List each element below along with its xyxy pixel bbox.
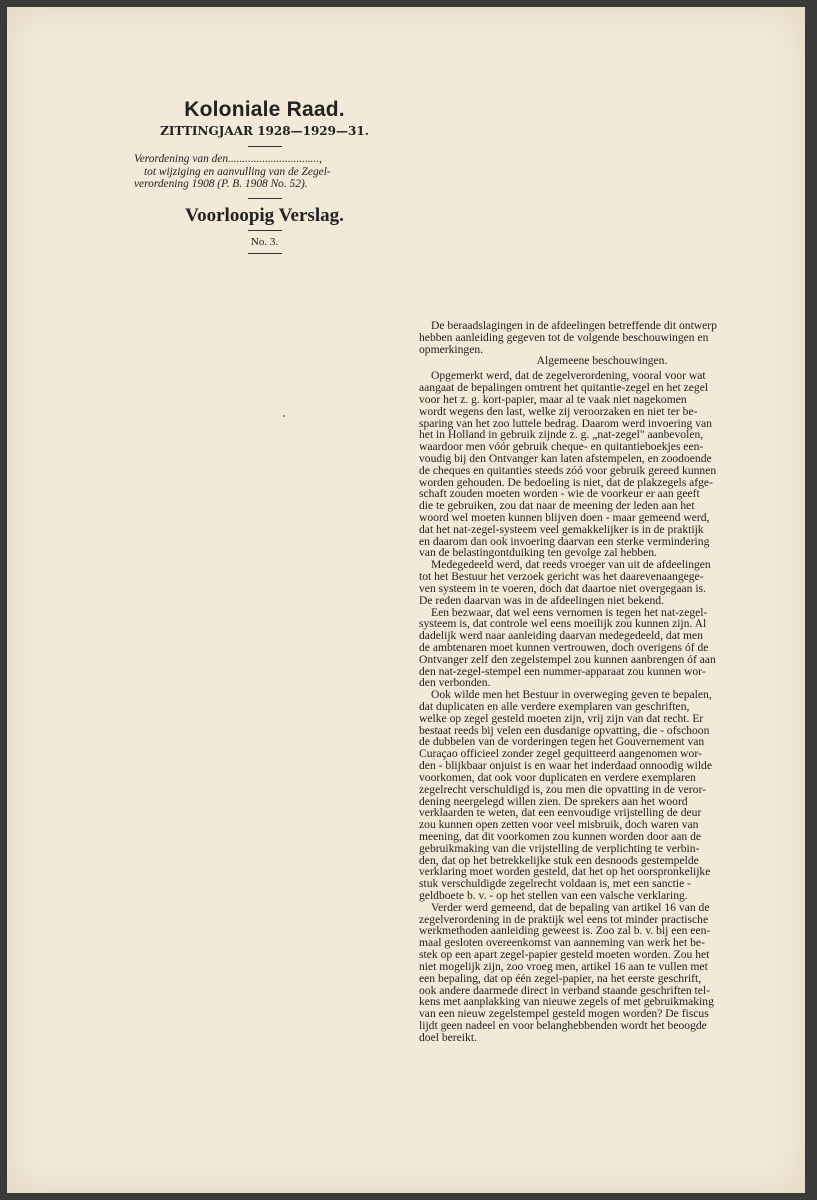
paper-speck xyxy=(283,415,285,417)
text-line: van een nieuw zegelstempel gesteld mogen worden? De fiscus xyxy=(419,1007,709,1021)
divider xyxy=(248,198,282,199)
text-line: zegelrecht verschuldigd is, zou men die opvatting in de veror- xyxy=(419,782,706,796)
text-line: welke op zegel gesteld moeten zijn, vrij zijn van dat recht. Er xyxy=(419,711,704,725)
document-number: No. 3. xyxy=(250,235,279,248)
text-line: woord wel moeten kunnen blijven doen - maar gemeend werd, xyxy=(419,511,710,524)
text-line: voorkomen, dat ook voor duplicaten en verdere exemplaren xyxy=(419,770,696,784)
text-line: het in Holland in gebruik zijnde z. g. „nat-zegel" aanbevolen, xyxy=(419,428,704,442)
divider xyxy=(248,253,282,254)
text-line: den, dat op het betrekkelijke stuk een desnoods gestempelde xyxy=(419,853,699,867)
text-line: verklaring moet worden gesteld, dat het op het oorspronkelijke xyxy=(419,865,711,879)
text-line: Curaçao officieel zonder zegel gequitteerd aangenomen wor- xyxy=(419,747,702,761)
ordinance-line: verordening 1908 (P. B. 1908 No. 52). xyxy=(134,178,308,190)
text-line: van de belastingontduiking ten gevolge zal hebben. xyxy=(419,546,657,560)
text-line: maal gesloten overeenkomst van aanneming van werk het be- xyxy=(419,936,705,950)
text-line: De reden daarvan was in de afdeelingen niet bekend. xyxy=(419,593,664,607)
ordinance-description xyxy=(127,153,402,191)
ordinance-line: Verordening van den................................, xyxy=(134,153,323,165)
text-line: Ontvanger zelf den zegelstempel zou kunnen aanbrengen óf aan xyxy=(419,652,716,666)
text-line: de dubbelen van de vorderingen tegen het Gouvernement van xyxy=(419,735,705,749)
ordinance-line: tot wijziging en aanvulling van de Zegel- xyxy=(144,165,331,178)
text-line: dadelijk werd naar aanleiding daarvan medegedeeld, dat men xyxy=(419,629,703,643)
text-line: hebben aanleiding gegeven tot de volgende beschouwingen en xyxy=(419,330,709,344)
report-body xyxy=(419,320,785,1044)
session-year: ZITTINGJAAR 1928—1929—31. xyxy=(160,124,369,138)
text-line: dening neergelegd willen zien. De sprekers aan het woord xyxy=(419,794,688,808)
text-line: gebruikmaking van die vrijstelling de verplichting te verbin- xyxy=(419,841,700,855)
text-line: kens met aanplakking van nieuwe zegels of met gebruikmaking xyxy=(419,995,714,1009)
divider xyxy=(248,146,282,147)
council-title: Koloniale Raad. xyxy=(184,98,345,121)
text-line: worden gehouden. De bedoeling is niet, dat de plakzegels afge- xyxy=(419,475,713,489)
text-line: geldboete b. v. - op het stellen van een valsche verklaring. xyxy=(419,889,688,902)
text-line: sparing van het zoo luttele bedrag. Daarom werd invoering van xyxy=(419,416,712,430)
text-line: waardoor men vóór gebruik cheque- en quitantieboekjes een- xyxy=(419,440,704,454)
text-line: voudig bij den Ontvanger kan laten afstempelen, en zoodoende xyxy=(419,451,712,465)
text-line: werkmethoden aanleiding geweest is. Zoo zal b. v. bij een een- xyxy=(419,924,711,938)
text-line: den - blijkbaar onjuist is en waar het inderdaad onnoodig wilde xyxy=(419,759,712,773)
text-line: zou kunnen open zetten voor veel misbruik, doch waren van xyxy=(419,818,699,832)
text-line: opmerkingen. xyxy=(419,342,484,356)
text-line: De beraadslagingen in de afdeelingen betreffende dit ontwerp xyxy=(431,319,717,332)
document-header xyxy=(127,99,402,260)
text-line: meening, dat dit voorkomen zou kunnen worden door aan de xyxy=(419,829,702,843)
text-line: stek op een apart zegel-papier gesteld moeten worden. Zou het xyxy=(419,948,710,962)
text-line: wordt wegens den last, welke zij veroorzaken en niet ter be- xyxy=(419,404,698,418)
divider xyxy=(248,230,282,231)
text-line: Een bezwaar, dat wel eens vernomen is tegen het nat-zegel- xyxy=(431,605,708,619)
text-line: doel bereikt. xyxy=(419,1030,477,1044)
text-line: die te gebruiken, zou dat naar de meening der leden aan het xyxy=(419,499,695,513)
text-line: ven systeem in te voeren, doch dat daartoe niet overgegaan is. xyxy=(419,581,706,595)
text-line: lijdt geen nadeel en voor belanghebbenden wordt het beoogde xyxy=(419,1018,707,1032)
text-line: den nat-zegel-stempel een nummer-apparaat zou kunnen wor- xyxy=(419,664,706,678)
text-line: voor het z. g. kort-papier, maar al te vaak niet nagekomen xyxy=(419,392,687,406)
text-line: dat duplicaten en alle verdere exemplaren van geschriften, xyxy=(419,700,690,713)
text-line: ook andere daarmede direct in verband staande geschriften tel- xyxy=(419,983,710,997)
text-line: Opgemerkt werd, dat de zegelverordening, vooral voor wat xyxy=(431,369,706,383)
text-line: systeem is, dat controle wel eens moeilijk zou kunnen zijn. Al xyxy=(419,617,707,631)
text-line: verklaarden te weten, dat een eenvoudige vrijstelling de deur xyxy=(419,806,702,820)
text-line: de cheques en quitanties steeds zóó voor gebruik gereed kunnen xyxy=(419,463,717,477)
text-line: de ambtenaren moet kunnen vertrouwen, doch overigens óf de xyxy=(419,640,709,654)
section-heading: Algemeene beschouwingen. xyxy=(536,354,668,368)
text-line: aangaat de bepalingen omtrent het quitantie-zegel en het zegel xyxy=(419,381,709,395)
text-line: Ook wilde men het Bestuur in overweging geven te bepalen, xyxy=(431,688,712,702)
text-line: bestaat reeds bij velen een dusdanige opvatting, die - ofschoon xyxy=(419,723,710,737)
text-line: tot het Bestuur het verzoek gericht was het daarevenaangege- xyxy=(419,570,704,584)
text-line: Medegedeeld werd, dat reeds vroeger van uit de afdeelingen xyxy=(431,558,711,572)
text-line: dat het nat-zegel-systeem veel gemakkelijker is in de praktijk xyxy=(419,522,704,536)
text-line: schaft zouden moeten worden - wie de voorkeur er aan geeft xyxy=(419,487,700,501)
text-line: niet mogelijk zijn, zoo vroeg men, artikel 16 aan te vullen met xyxy=(419,959,708,973)
report-title: Voorloopig Verslag. xyxy=(185,204,344,226)
text-line: stuk verschuldigde zegelrecht voldaan is, met een sanctie - xyxy=(419,877,692,891)
text-line: den verbonden. xyxy=(419,676,491,690)
text-line: zegelverordening in de praktijk wel eens tot minder practische xyxy=(419,912,709,926)
text-line: en daarom dan ook invoering daarvan een sterke vermindering xyxy=(419,534,710,548)
document-page xyxy=(7,7,805,1193)
text-line: een bepaling, dat op één zegel-papier, na het eerste geschrift, xyxy=(419,971,702,985)
text-line: Verder werd gemeend, dat de bepaling van artikel 16 van de xyxy=(431,900,710,914)
